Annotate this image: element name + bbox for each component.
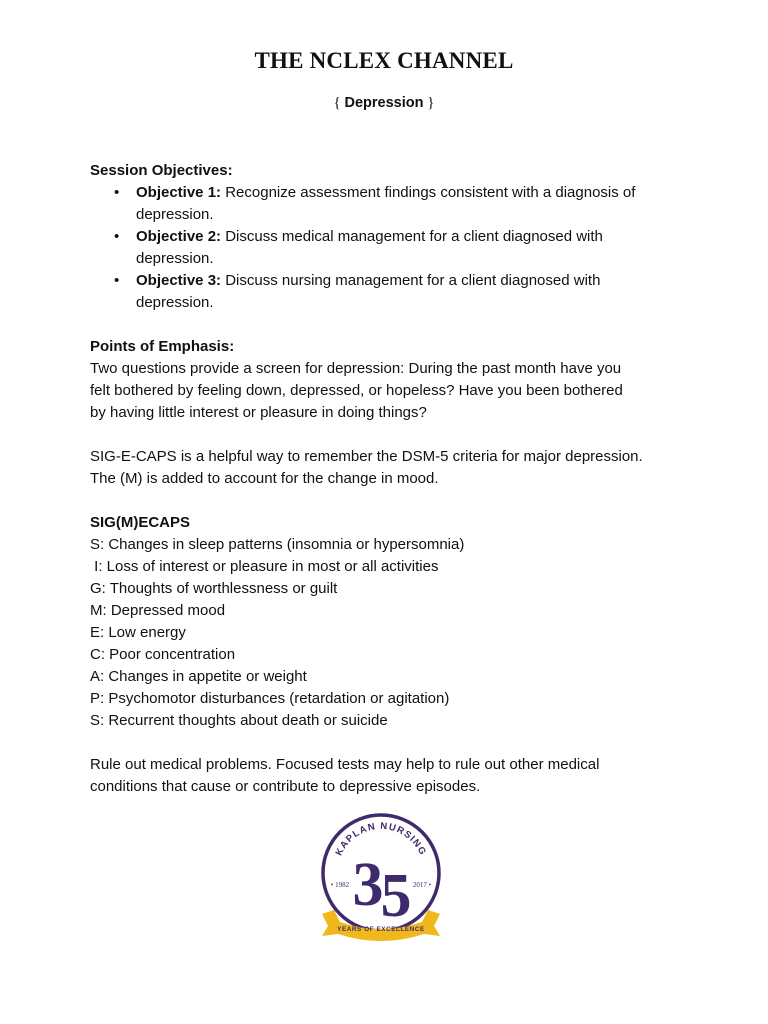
objective-text-continued: depression. [136,206,214,223]
objective-text: Recognize assessment findings consistent with a diagnosis of [221,184,636,201]
logo-year-left: • 1982 [330,881,350,889]
spacer [90,314,690,336]
spacer [90,424,690,446]
logo-arc-text: KAPLAN NURSING [333,820,429,858]
sigmecaps-item: C: Poor concentration [90,646,236,663]
kaplan-anniversary-logo [316,810,446,945]
mnemonic-paragraph-line: SIG-E-CAPS is a helpful way to remember the DSM-5 criteria for major depression. [90,448,643,465]
sigmecaps-item: P: Psychomotor disturbances (retardation or agitation) [90,690,450,707]
objectives-heading: Session Objectives: [90,162,233,179]
sigmecaps-heading: SIG(M)ECAPS [90,514,191,531]
sigmecaps-item: A: Changes in appetite or weight [90,668,307,685]
objective-item [90,182,690,226]
objective-label: Objective 1: [136,184,222,201]
objective-text: Discuss medical management for a client diagnosed with [221,228,603,245]
document-title: THE NCLEX CHANNEL [254,48,514,73]
bullet-icon: • [114,228,120,245]
objective-item [90,270,690,314]
bullet-icon: • [114,184,120,201]
mnemonic-paragraph-line: The (M) is added to account for the change in mood. [90,470,439,487]
sigmecaps-item: S: Changes in sleep patterns (insomnia or hypersomnia) [90,536,465,553]
emphasis-paragraph-line: by having little interest or pleasure in doing things? [90,404,427,421]
subtitle-close-brace: } [423,95,435,111]
objective-label: Objective 2: [136,228,222,245]
logo-numeral-right: 5 [380,862,412,930]
spacer [90,732,690,754]
emphasis-paragraph-line: Two questions provide a screen for depression: During the past month have you [90,360,622,377]
objective-text: Discuss nursing management for a client diagnosed with [221,272,601,289]
logo-numeral-left: 3 [352,851,384,919]
bullet-icon: • [114,272,120,289]
logo-ribbon-text: YEARS OF EXCELLENCE [337,926,425,933]
objectives-list [90,182,690,314]
logo-year-right: 2017 • [412,881,432,889]
sigmecaps-item: M: Depressed mood [90,602,226,619]
sigmecaps-item: G: Thoughts of worthlessness or guilt [90,580,338,597]
document-subtitle [0,95,768,112]
objective-label: Objective 3: [136,272,222,289]
objective-item [90,226,690,270]
sigmecaps-item: S: Recurrent thoughts about death or suicide [90,712,388,729]
document-body [90,160,690,798]
sigmecaps-item: I: Loss of interest or pleasure in most or all activities [90,558,439,575]
emphasis-paragraph-line: felt bothered by feeling down, depressed, or hopeless? Have you been bothered [90,382,623,399]
objective-text-continued: depression. [136,294,214,311]
objective-text-continued: depression. [136,250,214,267]
emphasis-heading: Points of Emphasis: [90,338,235,355]
sigmecaps-item: E: Low energy [90,624,186,641]
subtitle-open-brace: { [333,95,345,111]
subtitle-topic: Depression [344,95,424,111]
closing-paragraph-line: Rule out medical problems. Focused tests may help to rule out other medical [90,756,600,773]
closing-paragraph-line: conditions that cause or contribute to depressive episodes. [90,778,481,795]
spacer [90,490,690,512]
